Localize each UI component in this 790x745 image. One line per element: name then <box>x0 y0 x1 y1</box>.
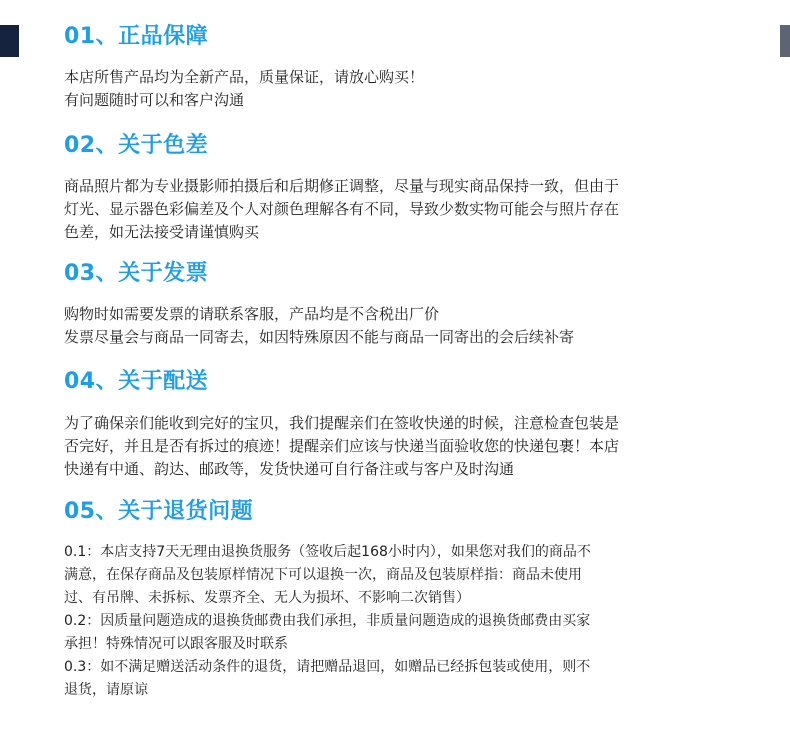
text-line: 退货，请原谅 <box>64 682 148 698</box>
text-line: 灯光、显示器色彩偏差及个人对颜色理解各有不同，导致少数实物可能会与照片存在 <box>64 200 620 218</box>
text-line: 0.2：因质量问题造成的退换货邮费由我们承担，非质量问题造成的退换货邮费由买家 <box>64 613 591 629</box>
section-title-color-difference: 02、关于色差 <box>64 133 209 158</box>
text-line: 承担！特殊情况可以跟客服及时联系 <box>64 636 288 652</box>
section-body-authentic-guarantee <box>64 66 724 112</box>
right-decor-bar <box>780 25 790 57</box>
section-body-invoice <box>64 303 724 349</box>
text-line: 为了确保亲们能收到完好的宝贝，我们提醒亲们在签收快递的时候，注意检查包装是 <box>64 414 620 432</box>
text-line: 快递有中通、韵达、邮政等，发货快递可自行备注或与客户及时沟通 <box>64 460 515 478</box>
section-body-color-difference <box>64 175 724 244</box>
text-line: 0.1：本店支持7天无理由退换货服务（签收后起168小时内），如果您对我们的商品不 <box>64 544 591 560</box>
section-body-returns <box>64 541 724 702</box>
text-line: 商品照片都为专业摄影师拍摄后和后期修正调整，尽量与现实商品保持一致，但由于 <box>64 177 620 195</box>
text-line: 有问题随时可以和客户沟通 <box>64 91 245 109</box>
section-title-delivery: 04、关于配送 <box>64 369 209 394</box>
text-line: 0.3：如不满足赠送活动条件的退货，请把赠品退回，如赠品已经拆包装或使用，则不 <box>64 659 591 675</box>
section-body-delivery <box>64 412 724 481</box>
text-line: 否完好，并且是否有拆过的痕迹！提醒亲们应该与快递当面验收您的快递包裹！本店 <box>64 437 620 455</box>
text-line: 色差，如无法接受请谨慎购买 <box>64 223 260 241</box>
section-title-authentic-guarantee: 01、正品保障 <box>64 24 209 49</box>
text-line: 过、有吊牌、未拆标、发票齐全、无人为损坏、不影响二次销售） <box>64 590 470 606</box>
left-decor-bar <box>0 25 19 57</box>
text-line: 满意，在保存商品及包装原样情况下可以退换一次，商品及包装原样指：商品未使用 <box>64 567 582 583</box>
section-title-invoice: 03、关于发票 <box>64 261 209 286</box>
text-line: 购物时如需要发票的请联系客服，产品均是不含税出厂价 <box>64 305 440 323</box>
text-line: 本店所售产品均为全新产品，质量保证，请放心购买！ <box>64 68 425 86</box>
section-title-returns: 05、关于退货问题 <box>64 499 254 524</box>
text-line: 发票尽量会与商品一同寄去，如因特殊原因不能与商品一同寄出的会后续补寄 <box>64 328 575 346</box>
